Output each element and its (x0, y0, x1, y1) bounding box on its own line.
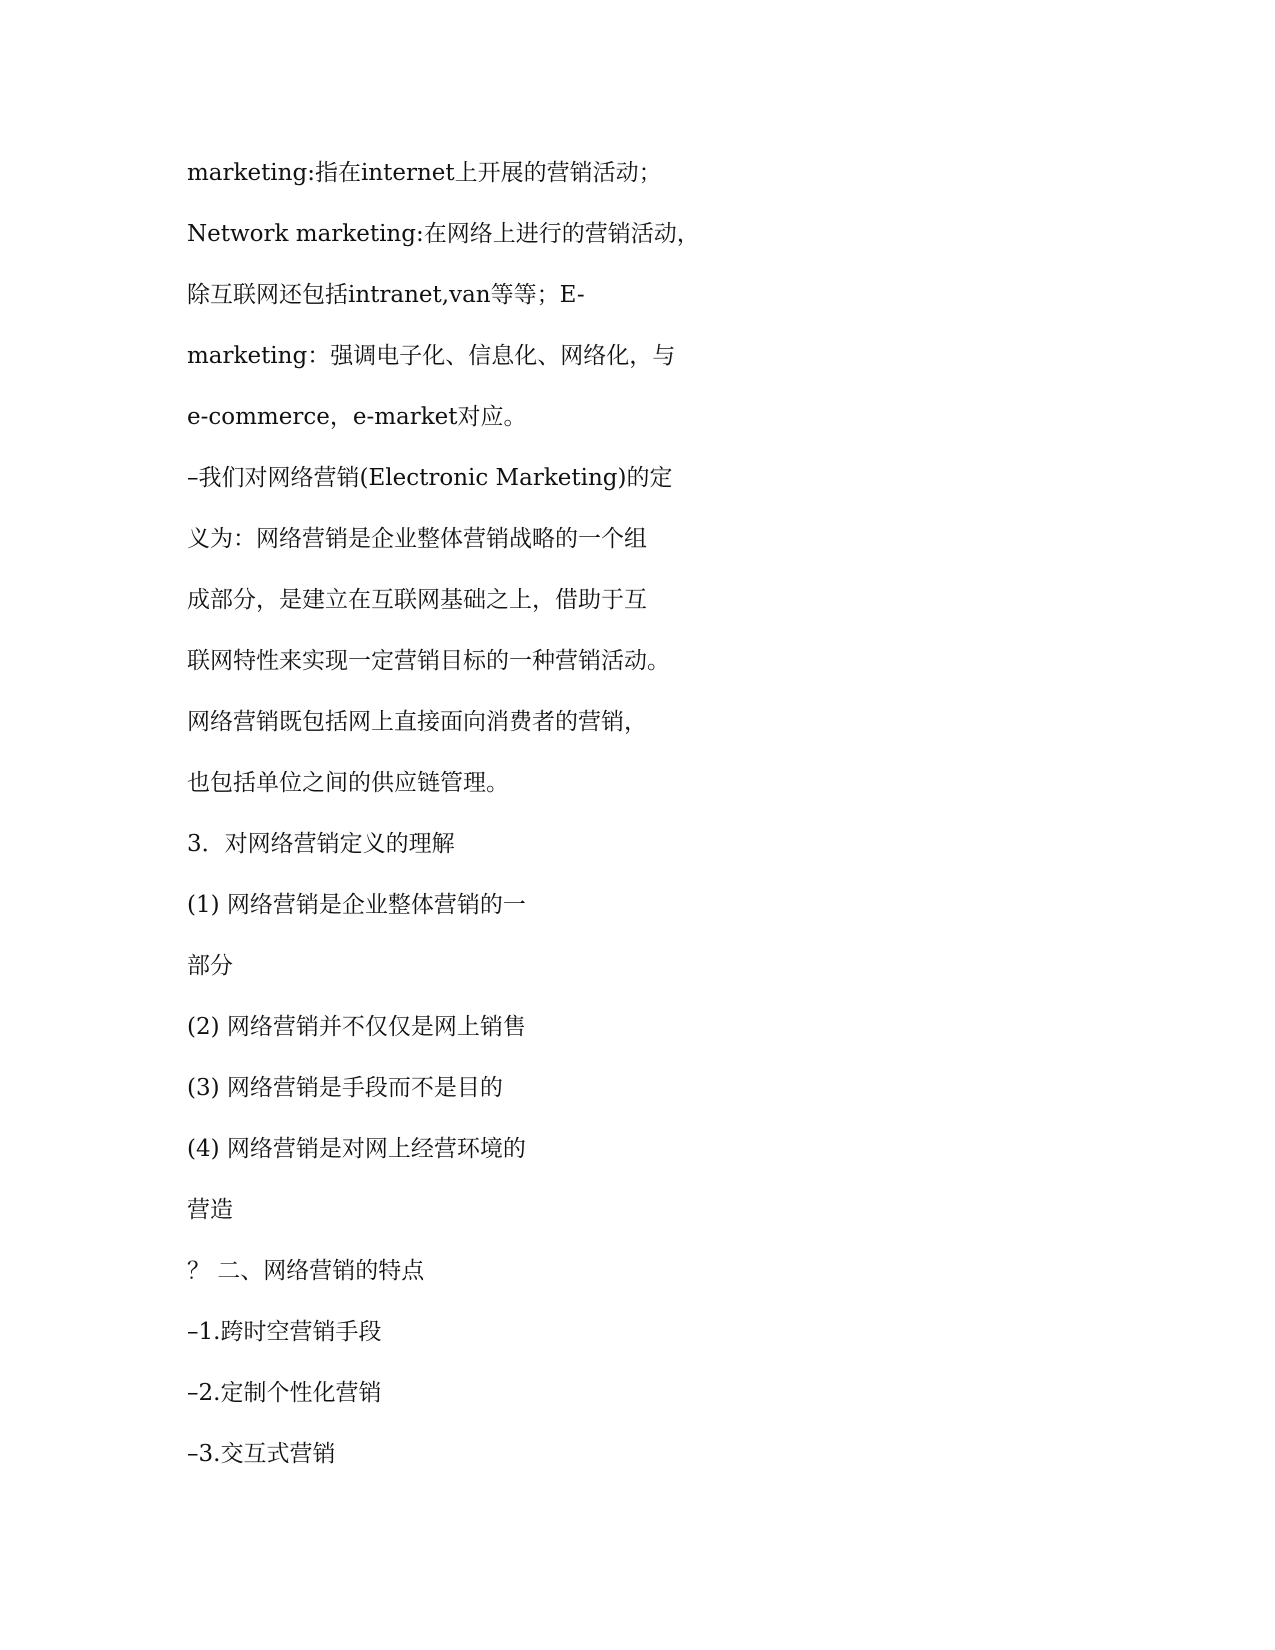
text-line: marketing：强调电子化、信息化、网络化，与 (187, 343, 676, 369)
text-line: 除互联网还包括intranet,van等等；E- (187, 282, 585, 308)
list-item: (4) 网络营销是对网上经营环境的 (187, 1136, 526, 1162)
list-item: (1) 网络营销是企业整体营销的一 (187, 892, 526, 918)
section-heading: ？ 二、网络营销的特点 (187, 1258, 425, 1284)
list-item: –2.定制个性化营销 (187, 1380, 382, 1406)
text-line: 网络营销既包括网上直接面向消费者的营销， (187, 709, 647, 735)
text-line: marketing:指在internet上开展的营销活动； (187, 160, 662, 186)
body-text (187, 143, 747, 1485)
text-line: –我们对网络营销(Electronic Marketing)的定 (187, 465, 673, 491)
list-item: (3) 网络营销是手段而不是目的 (187, 1075, 503, 1101)
section-heading: 3．对网络营销定义的理解 (187, 831, 455, 857)
list-item-continuation: 部分 (187, 953, 233, 979)
text-line: Network marketing:在网络上进行的营销活动， (187, 221, 700, 247)
text-line: 联网特性来实现一定营销目标的一种营销活动。 (187, 648, 670, 674)
text-line: 义为：网络营销是企业整体营销战略的一个组 (187, 526, 647, 552)
text-line: e-commerce，e-market对应。 (187, 404, 527, 430)
list-item: –1.跨时空营销手段 (187, 1319, 382, 1345)
list-item: (2) 网络营销并不仅仅是网上销售 (187, 1014, 526, 1040)
text-line: 成部分，是建立在互联网基础之上，借助于互 (187, 587, 647, 613)
text-line: 也包括单位之间的供应链管理。 (187, 770, 509, 796)
list-item-continuation: 营造 (187, 1197, 233, 1223)
list-item: –3.交互式营销 (187, 1441, 336, 1467)
